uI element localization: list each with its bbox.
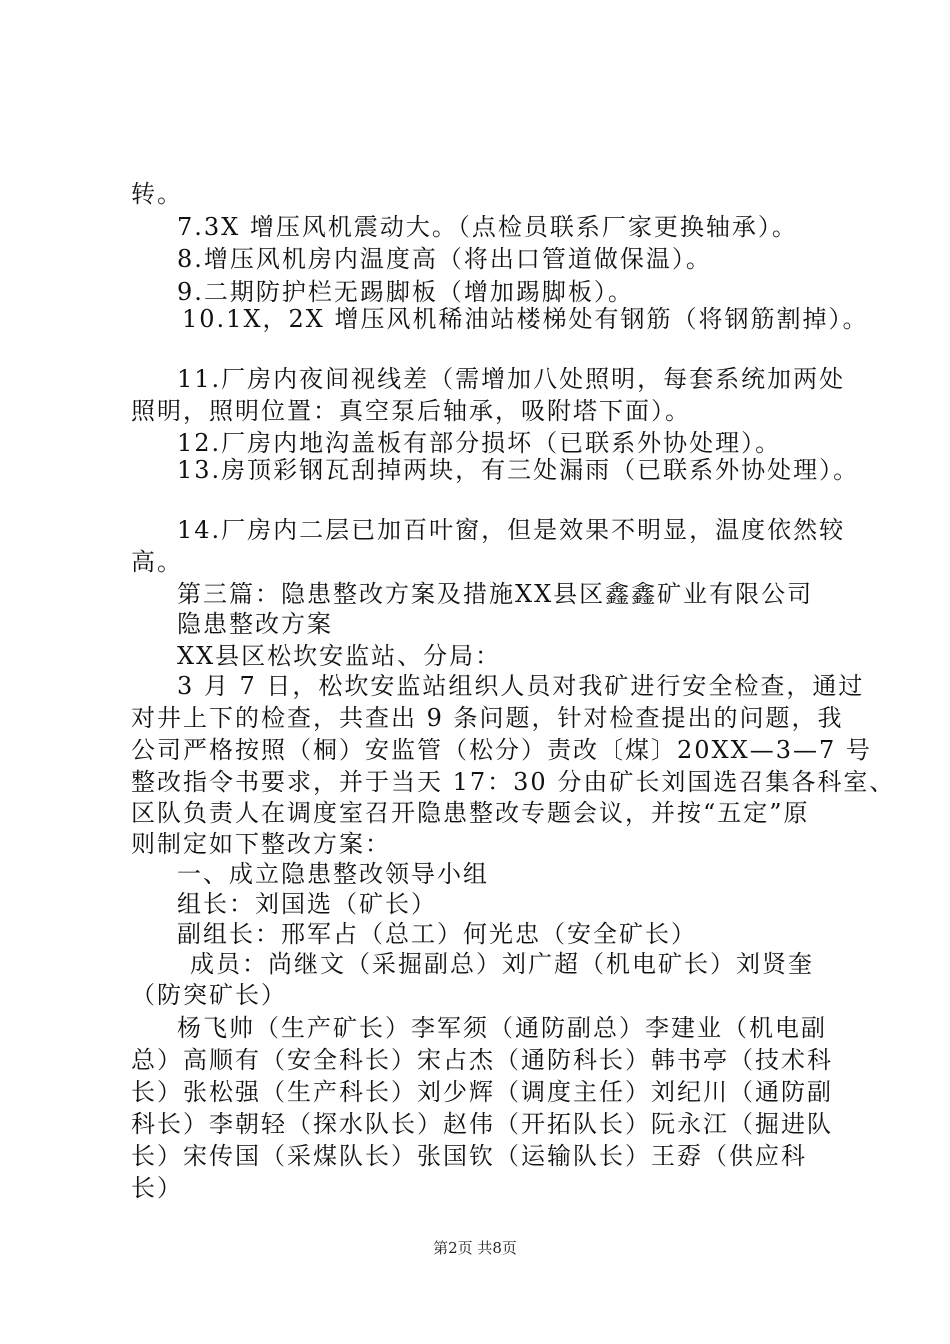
text-line: 公司严格按照（桐）安监管（松分）责改〔煤〕20XX—3—7 号	[131, 736, 872, 764]
text-line: 11.厂房内夜间视线差（需增加八处照明，每套系统加两处	[177, 365, 846, 393]
text-line: 整改指令书要求，并于当天 17：30 分由矿长刘国选召集各科室、	[131, 768, 896, 796]
page-number-footer: 第2页 共8页	[433, 1239, 517, 1257]
text-line: （防突矿长）	[131, 981, 287, 1009]
addressee-line: XX县区松坎安监站、分局：	[177, 642, 502, 670]
section-subtitle: 隐患整改方案	[177, 610, 333, 638]
text-line: 3 月 7 日，松坎安监站组织人员对我矿进行安全检查，通过	[177, 672, 865, 700]
text-line: 总）高顺有（安全科长）宋占杰（通防科长）韩书亭（技术科	[131, 1046, 833, 1074]
text-line: 对井上下的检查，共查出 9 条问题，针对检查提出的问题，我	[131, 704, 844, 732]
text-line: 科长）李朝轻（探水队长）赵伟（开拓队长）阮永江（掘进队	[131, 1110, 833, 1138]
text-line: 10.1X，2X 增压风机稀油站楼梯处有钢筋（将钢筋割掉）。	[182, 305, 869, 333]
text-line: 区队负责人在调度室召开隐患整改专题会议，并按“五定”原	[131, 799, 810, 827]
text-line: 长）宋传国（采煤队长）张国钦（运输队长）王孬（供应科	[131, 1142, 807, 1170]
text-line: 转。	[131, 180, 183, 208]
text-line: 照明，照明位置：真空泵后轴承，吸附塔下面）。	[131, 397, 691, 425]
text-line: 8.增压风机房内温度高（将出口管道做保温）。	[177, 245, 712, 273]
text-line: 则制定如下整改方案：	[131, 830, 391, 858]
text-line: 12.厂房内地沟盖板有部分损坏（已联系外协处理）。	[177, 429, 782, 457]
text-line: 副组长：邢军占（总工）何光忠（安全矿长）	[177, 920, 697, 948]
text-line: 组长：刘国选（矿长）	[177, 890, 437, 918]
text-line: 14.厂房内二层已加百叶窗，但是效果不明显，温度依然较	[177, 516, 846, 544]
text-line: 成员：尚继文（采掘副总）刘广超（机电矿长）刘贤奎	[190, 950, 814, 978]
list-heading: 一、成立隐患整改领导小组	[177, 860, 489, 888]
text-line: 长）张松强（生产科长）刘少辉（调度主任）刘纪川（通防副	[131, 1078, 833, 1106]
text-line: 9.二期防护栏无踢脚板（增加踢脚板）。	[177, 278, 634, 306]
text-line: 7.3X 增压风机震动大。（点检员联系厂家更换轴承）。	[177, 213, 798, 241]
text-line: 长）	[131, 1174, 183, 1202]
text-line: 杨飞帅（生产矿长）李军须（通防副总）李建业（机电副	[177, 1014, 827, 1042]
text-line: 13.房顶彩钢瓦刮掉两块，有三处漏雨（已联系外协处理）。	[177, 456, 860, 484]
section-heading: 第三篇：隐患整改方案及措施XX县区鑫鑫矿业有限公司	[177, 580, 814, 608]
text-line: 高。	[131, 548, 183, 576]
